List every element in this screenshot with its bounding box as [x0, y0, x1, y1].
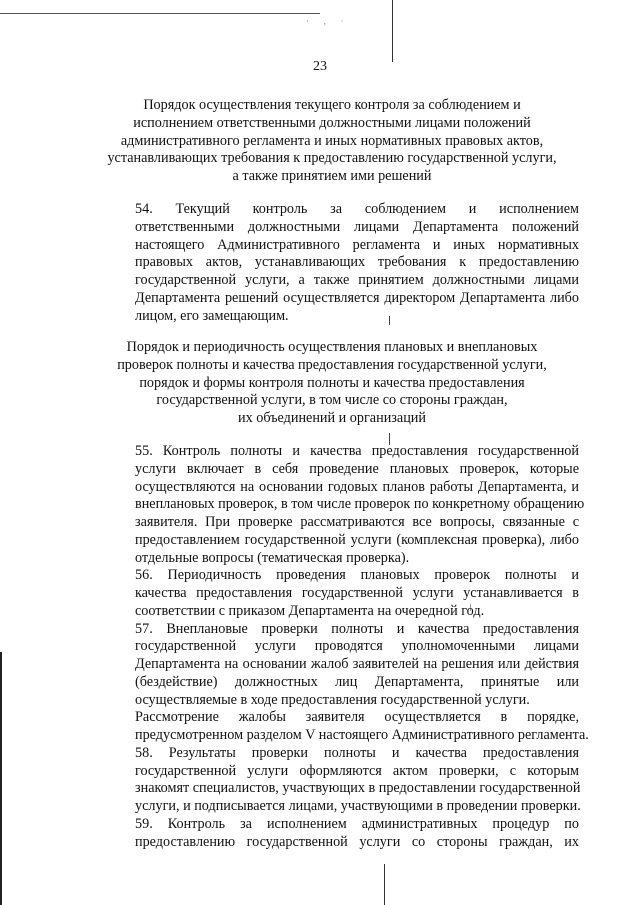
text-line: 55. Контроль полноты и качества предоставления государственной — [135, 443, 579, 459]
text-line: предоставлением государственной услуги (комплексная проверка), либо — [135, 531, 579, 548]
text-line: 59. Контроль за исполнением административных процедур по — [135, 815, 579, 832]
text-line: Департамента решений осуществляется директором Департамента либо — [135, 289, 579, 306]
text-line: лицом, его замещающим. — [135, 307, 289, 324]
text-line: государственной услуги оформляются актом проверки, с которым — [135, 762, 579, 779]
section-heading — [60, 97, 604, 186]
text-line: соответствии с приказом Департамента на очередной год. — [135, 602, 485, 619]
text-line: предоставлению государственной услуги со стороны граждан, их — [135, 833, 579, 850]
text-line: внеплановых проверок, в том числе проверок по конкретному обращению — [135, 496, 585, 513]
scan-artifact-line — [0, 13, 320, 14]
paragraph-review — [93, 709, 589, 745]
paragraph-55 — [93, 443, 585, 567]
heading-line: административного регламента и иных нормативных правовых актов, — [120, 132, 544, 149]
paragraph-57 — [93, 621, 579, 710]
heading-line: порядок и формы контроля полноты и качества предоставления — [139, 374, 525, 391]
text-line: ответственными должностными лицами Департамента положений — [135, 218, 579, 235]
text-line: отдельные вопросы (тематическая проверка). — [135, 549, 410, 566]
scan-left-edge — [0, 652, 2, 905]
text-line: осуществляются на основании годовых планов работы Департамента, и — [135, 478, 579, 495]
section-body — [93, 443, 589, 851]
section-heading — [60, 339, 604, 428]
scan-artifact-dots: · ‚ · — [306, 16, 350, 26]
text-line: услуги включает в себя проведение плановых проверок, которые — [135, 460, 579, 477]
scan-bottom-line — [384, 864, 385, 905]
paragraph-58 — [93, 745, 579, 816]
heading-line: устанавливающих требования к предоставлению государственной услуги, — [107, 150, 557, 167]
text-line: (бездействие) должностных лиц Департамента, принятые или — [135, 673, 579, 690]
text-line: 57. Внеплановые проверки полноты и качества предоставления — [135, 620, 579, 637]
text-line: государственной услуги, а также принятием должностными лицами — [135, 272, 579, 288]
paragraph-59 — [93, 816, 579, 852]
heading-line: исполнением ответственными должностными лицами положений — [133, 114, 531, 131]
heading-line: государственной услуги, в том числе со стороны граждан, — [156, 392, 508, 409]
heading-line: Порядок и периодичность осуществления плановых и внеплановых — [126, 339, 538, 355]
text-line: заявителя. При проверке рассматриваются все вопросы, связанные с — [135, 514, 579, 530]
text-line: 58. Результаты проверки полноты и качества предоставления — [135, 744, 579, 761]
scan-artifact-vertical-line — [392, 0, 393, 62]
text-line: 56. Периодичность проведения плановых проверок полноты и — [135, 567, 579, 584]
text-line: правовых актов, устанавливающих требования к предоставлению — [135, 254, 579, 271]
text-line: Рассмотрение жалобы заявителя осуществляется в порядке, — [135, 709, 579, 726]
text-line: настоящего Административного регламента и иных нормативных — [135, 236, 579, 253]
paragraph-56 — [93, 567, 579, 620]
text-line: знакомят специалистов, участвующих в предоставлении государственной — [135, 780, 581, 797]
heading-line: их объединений и организаций — [238, 410, 426, 427]
text-line: услуги, и подписывается лицами, участвующими в проведении проверки. — [135, 798, 581, 814]
paragraph-54 — [93, 201, 579, 325]
text-line: качества предоставления государственной услуги устанавливается в — [135, 585, 579, 601]
section-body — [93, 201, 579, 325]
text-line: осуществляемые в ходе предоставления государственной услуги. — [135, 691, 530, 708]
text-line: предусмотренном разделом V настоящего Административного регламента. — [135, 727, 589, 743]
heading-line: Порядок осуществления текущего контроля за соблюдением и — [143, 97, 521, 113]
heading-line: а также принятием ими решений — [232, 168, 432, 185]
text-line: 54. Текущий контроль за соблюдением и исполнением — [135, 201, 579, 217]
text-line: государственной услуги проводятся уполномоченными лицами — [135, 638, 579, 655]
text-line: Департамента на основании жалоб заявителей на решения или действия — [135, 656, 579, 672]
page-number: 23 — [313, 59, 327, 74]
heading-line: проверок полноты и качества предоставления государственной услуги, — [117, 356, 547, 373]
